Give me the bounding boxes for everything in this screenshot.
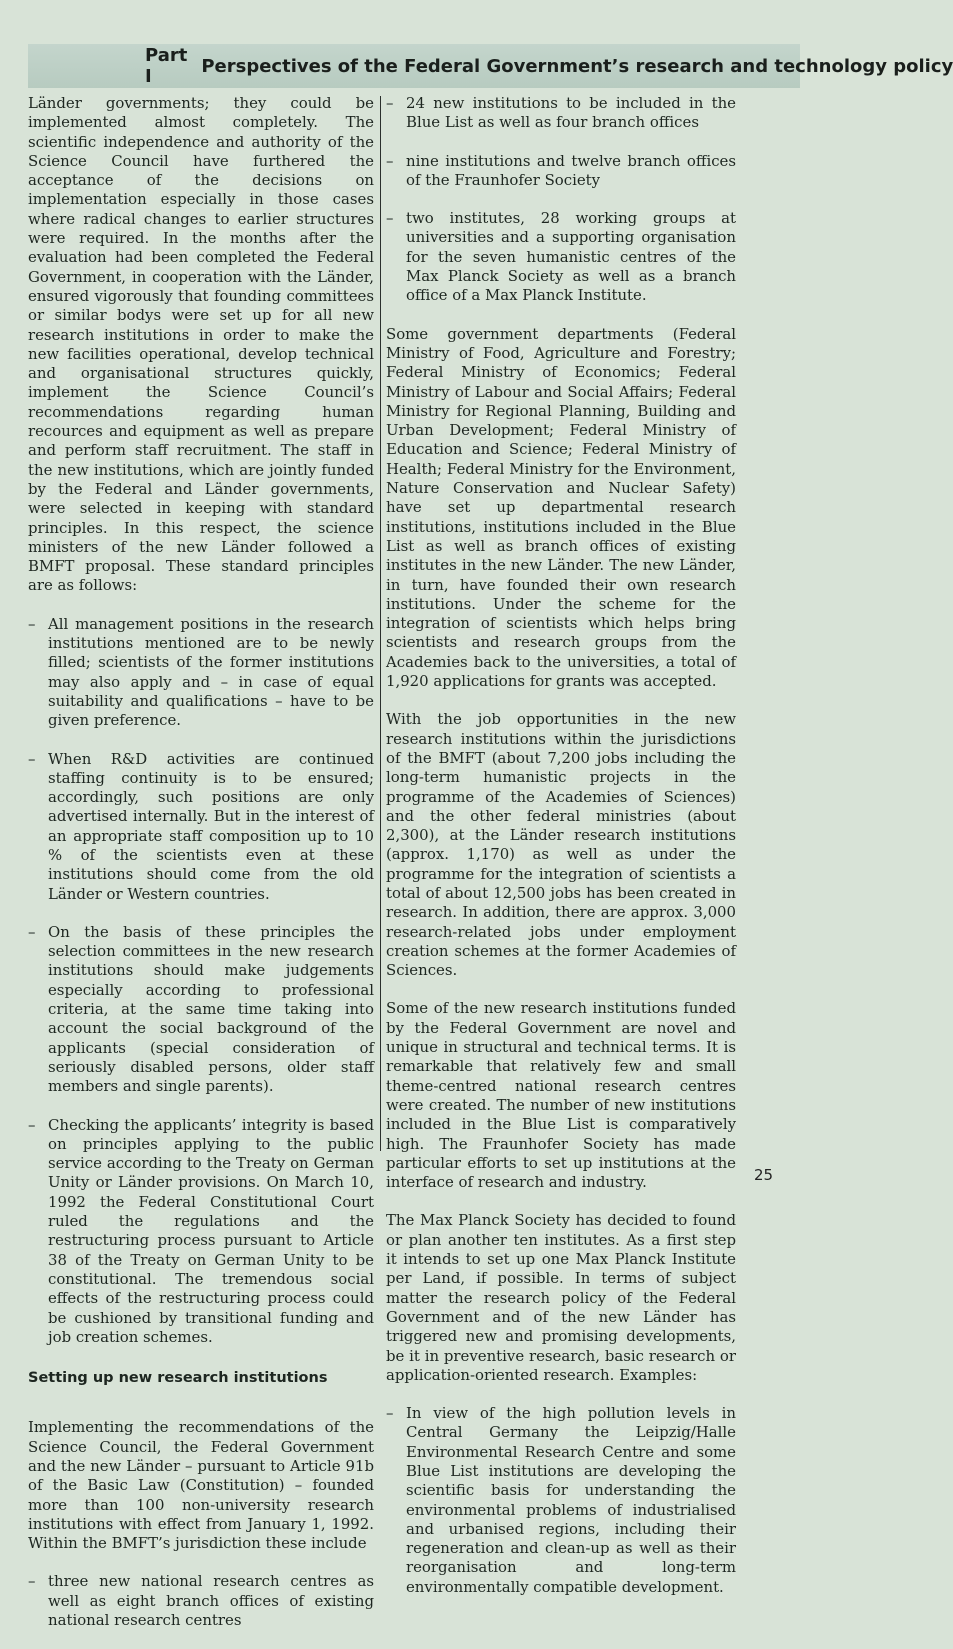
list-item — [386, 209, 736, 305]
list-item-text: On the basis of these principles the selection committees in the new research institutions should make judgements especially according to professional criteria, at the same time taking into account the social background of the applicants (special consideration of seriously disabled persons, older staff members and single parents). — [48, 922, 374, 1096]
right-paragraph-1: Some government departments (Federal Ministry of Food, Agriculture and Forestry; Federal Ministry of Economics; Federal Ministry of Labour and Social Affairs; Federal Ministry for Regional Planning, Building and Urban Development; Federal Ministry of Education and Science; Federal Ministry of Health; Federal Ministry for the Environment, Nature Conservation and Nuclear Safety) have set up departmental research institutions, institutions included in the Blue List as well as branch offices of existing institutes in the new Länder. The new Länder, in turn, have founded their own research institutions. Under the scheme for the integration of scientists which helps bring scientists and research groups from the Academies back to the universities, a total of 1,920 applications for grants was accepted. — [386, 324, 736, 691]
part-label: Part I — [145, 45, 188, 87]
right-paragraph-4: The Max Planck Society has decided to found or plan another ten institutes. As a first step it intends to set up one Max Planck Institute per Land, if possible. In terms of subject matter the research policy of the Federal Government and of the new Länder has triggered new and promising developments, be it in preventive research, basic research or application-oriented research. Examples: — [386, 1211, 736, 1384]
dash-marker: – — [28, 1115, 36, 1134]
list-item — [386, 94, 736, 133]
right-column — [386, 90, 736, 1616]
dash-marker: – — [386, 94, 394, 112]
dash-marker: – — [28, 749, 36, 768]
page-header — [28, 44, 953, 88]
dash-marker: – — [28, 614, 36, 633]
column-divider — [380, 96, 381, 1151]
list-item-text: Checking the applicants’ integrity is based on principles applying to the public service according to the Treaty on German Unity or Länder provisions. On March 10, 1992 the Federal Constitutional Court ruled the regulations and the restructuring process pursuant to Article 38 of the Treaty on German Unity to be constitutional. The tremendous social effects of the restructuring process could be cushioned by transitional funding and job creation schemes. — [48, 1115, 374, 1346]
list-item-text: 24 new institutions to be included in the Blue List as well as four branch offices — [406, 94, 736, 132]
dash-marker: – — [386, 1404, 394, 1423]
list-item — [28, 923, 374, 1097]
list-item-text: In view of the high pollution levels in Central Germany the Leipzig/Halle Environmental Research Centre and some Blue List institutions are developing the scientific basis for understanding the environmental problems of industrialised and urbanised regions, including their regeneration and clean-up as well as their reorganisation and long-term environmentally compatible development. — [406, 1404, 736, 1596]
section-heading: Setting up new research institutions — [28, 1370, 328, 1387]
list-item-text: All management positions in the research institutions mentioned are to be newly filled; scientists of the former institutions may also apply and – in case of equal suitability and qualifications – have to be given preference. — [48, 614, 374, 730]
list-item — [386, 1404, 736, 1597]
dash-marker: – — [386, 151, 394, 170]
left-paragraph-1: Länder governments; they could be implemented almost completely. The scientific independence and authority of the Science Council have furthered the acceptance of the decisions on implementation especially in those cases where radical changes to earlier structures were required. In the months after the evaluation had been completed the Federal Government, in cooperation with the Länder, ensured vigorously that founding committees or similar bodys were set up for all new research institutions in order to make the new facilities operational, develop technical and organisational structures quickly, implement the Science Council’s recommendations regarding human recources and equipment as well as prepare and perform staff recruitment. The staff in the new institutions, which are jointly funded by the Federal and Länder governments, were selected in keeping with standard principles. In this respect, the science ministers of the new Länder followed a BMFT proposal. These standard principles are as follows: — [28, 94, 374, 595]
list-item — [28, 1572, 374, 1630]
header-title: Perspectives of the Federal Government’s research and technology policy — [201, 55, 953, 77]
left-paragraph-2: Implementing the recommendations of the Science Council, the Federal Government and the new Länder – pursuant to Article 91b of the Basic Law (Constitution) – founded more than 100 non-university research institutions with effect from January 1, 1992. Within the BMFT’s jurisdiction these include — [28, 1418, 374, 1553]
list-item — [28, 615, 374, 731]
page-number: 25 — [754, 1166, 774, 1184]
list-item — [28, 750, 374, 904]
list-item-text: two institutes, 28 working groups at universities and a supporting organisation for the seven humanistic centres of the Max Planck Society as well as a branch office of a Max Planck Institute. — [406, 209, 736, 305]
right-paragraph-3: Some of the new research institutions funded by the Federal Government are novel and unique in structural and technical terms. It is remarkable that relatively few and small theme-centred national research centres were created. The number of new institutions included in the Blue List is comparatively high. The Fraunhofer Society has made particular efforts to set up institutions at the interface of research and industry. — [386, 999, 736, 1192]
list-item-text: When R&D activities are continued staffing continuity is to be ensured; accordingly, such positions are only advertised internally. But in the interest of an appropriate staff composition up to 10 % of the scientists even at these institutions should come from the old Länder or Western countries. — [48, 749, 374, 903]
right-paragraph-2: With the job opportunities in the new research institutions within the jurisdictions of the BMFT (about 7,200 jobs including the long-term humanistic projects in the programme of the Academies of Sciences) and the other federal ministries (about 2,300), at the Länder research institutions (approx. 1,170) as well as under the programme for the integration of scientists a total of about 12,500 jobs has been created in research. In addition, there are approx. 3,000 research-related jobs under employment creation schemes at the former Academies of Sciences. — [386, 710, 736, 980]
dash-marker: – — [28, 922, 36, 941]
list-item — [28, 1116, 374, 1348]
dash-marker: – — [386, 209, 394, 228]
left-column — [28, 90, 374, 1649]
list-item — [386, 152, 736, 191]
list-item-text: three new national research centres as well as eight branch offices of existing national research centres — [48, 1572, 374, 1630]
dash-marker: – — [28, 1572, 36, 1591]
list-item-text: nine institutions and twelve branch offices of the Fraunhofer Society — [406, 151, 736, 189]
